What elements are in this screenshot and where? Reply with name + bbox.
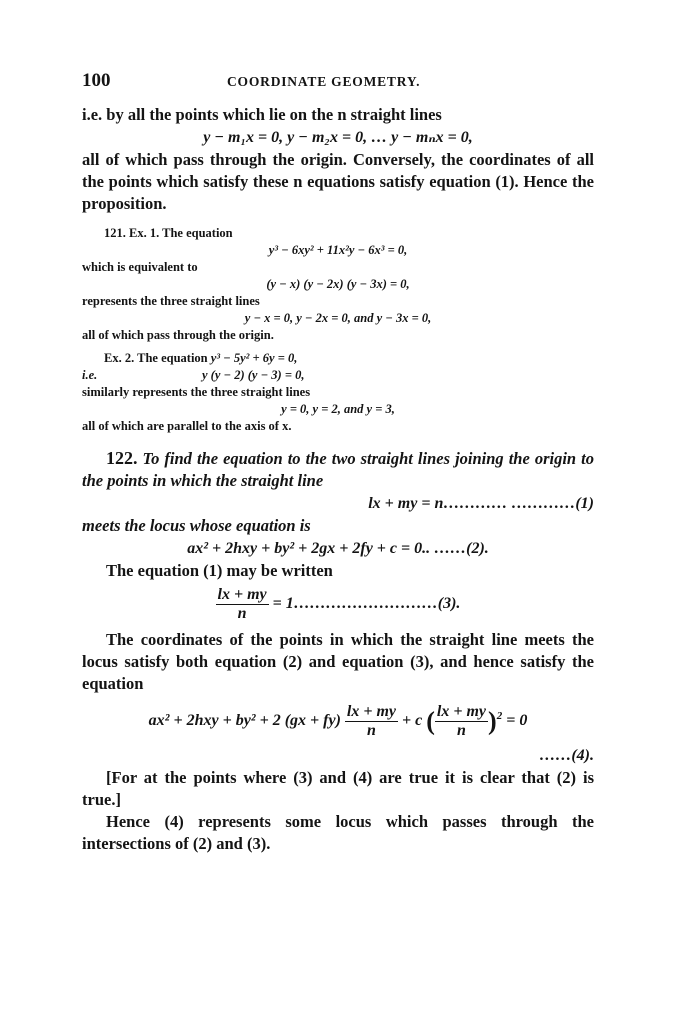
- fraction: [216, 586, 269, 623]
- example-2-text3: all of which are parallel to the axis of x.: [82, 419, 292, 433]
- example-1: [82, 225, 594, 344]
- example-1-eq1: y³ − 6xy² + 11x²y − 6x³ = 0,: [268, 243, 408, 257]
- eq4-tail: = 0: [506, 712, 528, 730]
- example-1-text4: all of which pass through the origin.: [82, 328, 274, 342]
- section-text3: The equation (1) may be written: [106, 561, 333, 580]
- section-paragraph3: Hence (4) represents some locus which passes through the intersections of (2) and (3).: [82, 812, 594, 853]
- section-eq3: [82, 586, 594, 623]
- example-2: [82, 350, 594, 435]
- example-1-text2: which is equivalent to: [82, 260, 198, 274]
- example-2-eq3: y = 0, y = 2, and y = 3,: [281, 402, 395, 416]
- eq4-fraction2-denominator: n: [457, 722, 466, 739]
- section-eq2: ax² + 2hxy + by² + 2gx + 2fy + c = 0.. ……(2).: [187, 540, 489, 557]
- example-2-text: The equation: [137, 351, 208, 365]
- page-number: 100: [82, 70, 111, 91]
- intro-equation: y − m₁x = 0, y − m₂x = 0, … y − mₙx = 0,: [203, 129, 473, 146]
- example-1-text: The equation: [162, 226, 233, 240]
- eq4-fraction-denominator: n: [367, 722, 376, 739]
- eq3-rest: = 1………………………(3).: [272, 595, 461, 613]
- book-page: [82, 70, 594, 855]
- section-eq4: ax² + 2hxy + by² + 2 (gx + fy) $\frac{lx + my}{n}$ + c ( $\frac{lx + my}{n}$ )$^2$ = 0: [148, 703, 528, 739]
- eq4-fraction: [345, 703, 398, 740]
- example-2-text2: similarly represents the three straight lines: [82, 385, 311, 399]
- eq4-lead: ax² + 2hxy + by² + 2 (gx + fy): [148, 712, 341, 730]
- example-1-text3: represents the three straight lines: [82, 294, 260, 308]
- fraction-denominator: n: [237, 605, 247, 622]
- example-2-label: Ex. 2.: [104, 351, 135, 365]
- section-number: 122.: [106, 448, 138, 468]
- eq4-fraction-2: [435, 703, 488, 740]
- example-2-eq2: y (y − 2) (y − 3) = 0,: [202, 368, 305, 382]
- eq4-fraction2-numerator: lx + my: [436, 703, 487, 720]
- intro-paragraph: all of which pass through the origin. Conversely, the coordinates of all the points which satisfy these n equations satisfy equation (1). Hence the proposition.: [82, 150, 594, 213]
- eq4-mid: + c: [402, 712, 423, 730]
- page-header: [82, 70, 594, 104]
- running-title: COORDINATE GEOMETRY.: [227, 74, 421, 89]
- eq4-fraction-numerator: lx + my: [346, 703, 397, 720]
- section-title: To find the equation to the two straight lines joining the origin to the points in which the straight line: [82, 449, 594, 490]
- section-text2: meets the locus whose equation is: [82, 516, 311, 535]
- section-paragraph2: [For at the points where (3) and (4) are true it is clear that (2) is true.]: [82, 768, 594, 809]
- section-122: [82, 447, 594, 855]
- example-1-label: 121. Ex. 1.: [104, 226, 160, 240]
- example-1-eq3: y − x = 0, y − 2x = 0, and y − 3x = 0,: [244, 311, 432, 325]
- example-2-ie: i.e.: [82, 368, 98, 382]
- example-1-eq2: (y − x) (y − 2x) (y − 3x) = 0,: [266, 277, 410, 291]
- fraction-numerator: lx + my: [217, 586, 267, 603]
- eq4-label: ……(4).: [539, 747, 594, 764]
- example-2-eq1: y³ − 5y² + 6y = 0,: [210, 351, 298, 365]
- section-paragraph1: The coordinates of the points in which the straight line meets the locus satisfy both equation (2) and equation (3), and hence satisfy the equation: [82, 630, 594, 693]
- intro-line: i.e. by all the points which lie on the n straight lines: [82, 105, 442, 124]
- section-eq1: lx + my = n………… …………(1): [368, 495, 594, 512]
